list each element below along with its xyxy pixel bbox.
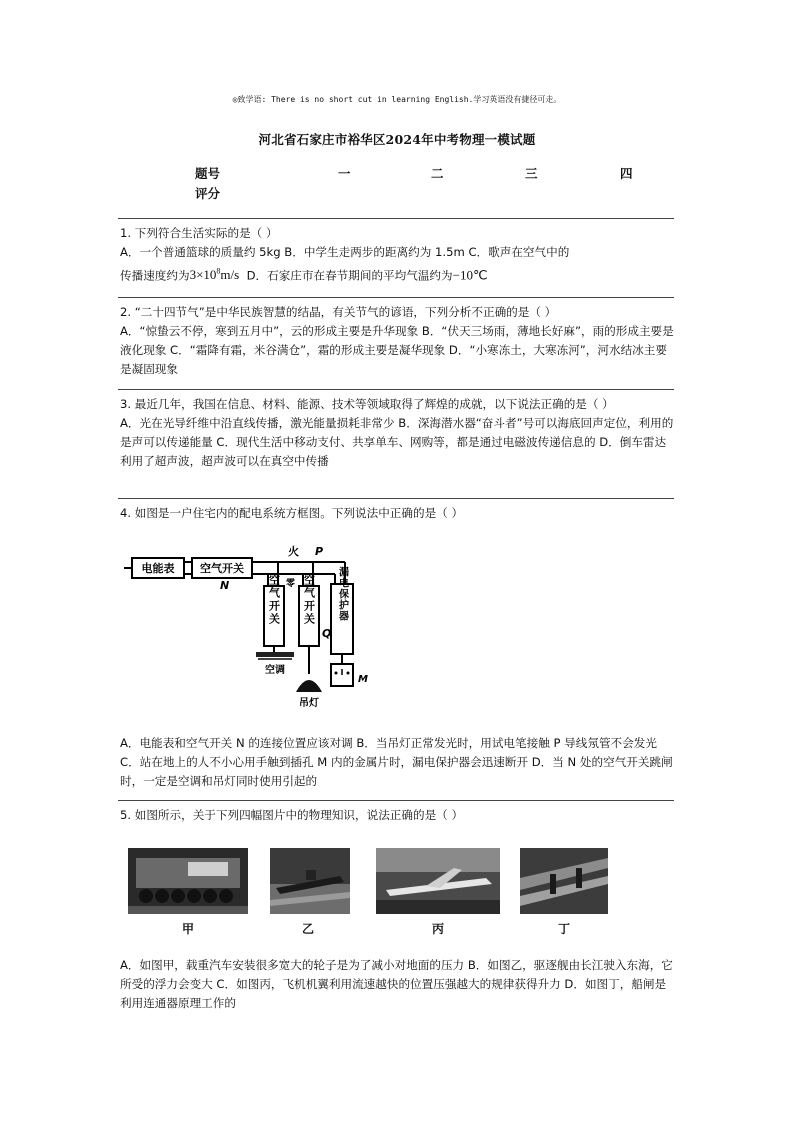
ac-unit: [256, 652, 294, 657]
photo-caption-4: 丁: [558, 922, 571, 936]
photo-ship: [270, 848, 350, 914]
question-1-options-line2b: D．石家庄市在春节期间的平均气温约为: [246, 268, 453, 283]
photo-caption-1: 甲: [182, 922, 195, 936]
question-3-options: A．光在光导纤维中沿直线传播，激光能量损耗非常少 B．深海潜水器“奋斗者”号可以海底回声定位，利用的是声可以传递能量 C．现代生活中移动支付、共享单车、网购等，都是通过电磁波传递信息的 D．倒车雷达利用了超声波，超声波可以在真空中传播: [120, 416, 674, 468]
question-1: [120, 224, 675, 285]
question-5-options: A．如图甲，载重汽车安装很多宽大的轮子是为了减小对地面的压力 B．如图乙，驱逐舰由长江驶入东海，它所受的浮力会变大 C．如图丙，飞机机翼利用流速越快的位置压强越大的规律获得升力 D．如图丁，船闸是利用连通器原理工作的: [120, 958, 673, 1010]
score-head-label: 题号: [195, 166, 221, 181]
label-Q: Q: [322, 627, 332, 640]
branch-switch-1-label: 空气开关: [267, 574, 281, 626]
photo-ship-lock: [520, 848, 608, 914]
live-label: 火: [288, 545, 299, 558]
branch-switch-2-label: 空气开关: [302, 574, 316, 626]
question-2-stem: 2. “二十四节气”是中华民族智慧的结晶，有关节气的谚语，下列分析不正确的是（ ）: [120, 305, 557, 319]
question-2: [120, 303, 675, 379]
score-col-3: 三: [525, 166, 538, 181]
speed-value: $3\times 10^8m/s$: [189, 267, 240, 283]
ac-label: 空调: [265, 665, 285, 676]
divider: [118, 389, 674, 390]
meter-label: 电能表: [141, 562, 175, 575]
question-1-stem: 1. 下列符合生活实际的是（ ）: [120, 226, 278, 240]
circuit-diagram: [120, 540, 370, 710]
label-N: N: [220, 579, 230, 592]
temperature-value: −10℃: [452, 267, 488, 283]
score-table-head-row: [195, 164, 645, 184]
lamp-icon: [296, 680, 322, 692]
lamp-label: 吊灯: [299, 698, 319, 709]
score-row-label: 评分: [195, 186, 221, 201]
divider: [118, 800, 674, 801]
question-5: [120, 806, 675, 825]
question-1-options-line2: [120, 262, 675, 285]
score-col-4: 四: [620, 166, 633, 181]
score-col-1: 一: [338, 166, 351, 181]
header-motto: ◎致学语: There is no short cut in learning English.学习英语没有捷径可走。: [232, 95, 562, 104]
question-1-options-line1: A．一个普通篮球的质量约 5kg B．中学生走两步的距离约为 1.5m C．歌声在空气中的: [120, 245, 570, 259]
photo-caption-2: 乙: [302, 922, 315, 936]
neutral-label: 零: [286, 579, 296, 589]
page-title: 河北省石家庄市裕华区2024年中考物理一模试题: [258, 132, 536, 147]
photo-airplane: [376, 848, 500, 914]
label-M: M: [358, 674, 368, 685]
rcd-label: 漏电保护器: [336, 566, 348, 622]
main-switch-label: 空气开关: [200, 562, 244, 575]
score-col-2: 二: [431, 166, 444, 181]
question-4-options: A．电能表和空气开关 N 的连接位置应该对调 B．当吊灯正常发光时，用试电笔接触 P 导线氖管不会发光 C．站在地上的人不小心用手触到插孔 M 内的金属片时，漏电保护器会迅速断开 D．当 N 处的空气开关跳闸时，一定是空调和吊灯同时使用引起的: [120, 736, 673, 788]
question-1-options-line2a: 传播速度约为: [120, 268, 190, 283]
divider: [118, 297, 674, 298]
question-2-options: A．“惊蛰云不停，寒到五月中”，云的形成主要是升华现象 B．“伏天三场雨，薄地长好麻”，雨的形成主要是液化现象 C．“霜降有霜，米谷满仓”，霜的形成主要是凝华现象 D．“小寒冻土，大寒冻河”，河水结冰主要是凝固现象: [120, 324, 674, 376]
question-4-stem: 4. 如图是一户住宅内的配电系统方框图。下列说法中正确的是（ ）: [120, 506, 464, 520]
photo-truck: [128, 848, 248, 914]
question-4: [120, 504, 675, 523]
label-P: P: [315, 545, 324, 558]
question-5-stem: 5. 如图所示，关于下列四幅图片中的物理知识，说法正确的是（ ）: [120, 808, 464, 822]
score-table-score-row: [195, 184, 645, 204]
photo-caption-3: 丙: [432, 922, 445, 936]
divider: [118, 218, 674, 219]
divider: [118, 498, 674, 499]
score-table: [195, 164, 645, 204]
question-3-stem: 3. 最近几年，我国在信息、材料、能源、技术等领域取得了辉煌的成就，以下说法正确的是（ ）: [120, 397, 614, 411]
question-3: [120, 395, 675, 471]
